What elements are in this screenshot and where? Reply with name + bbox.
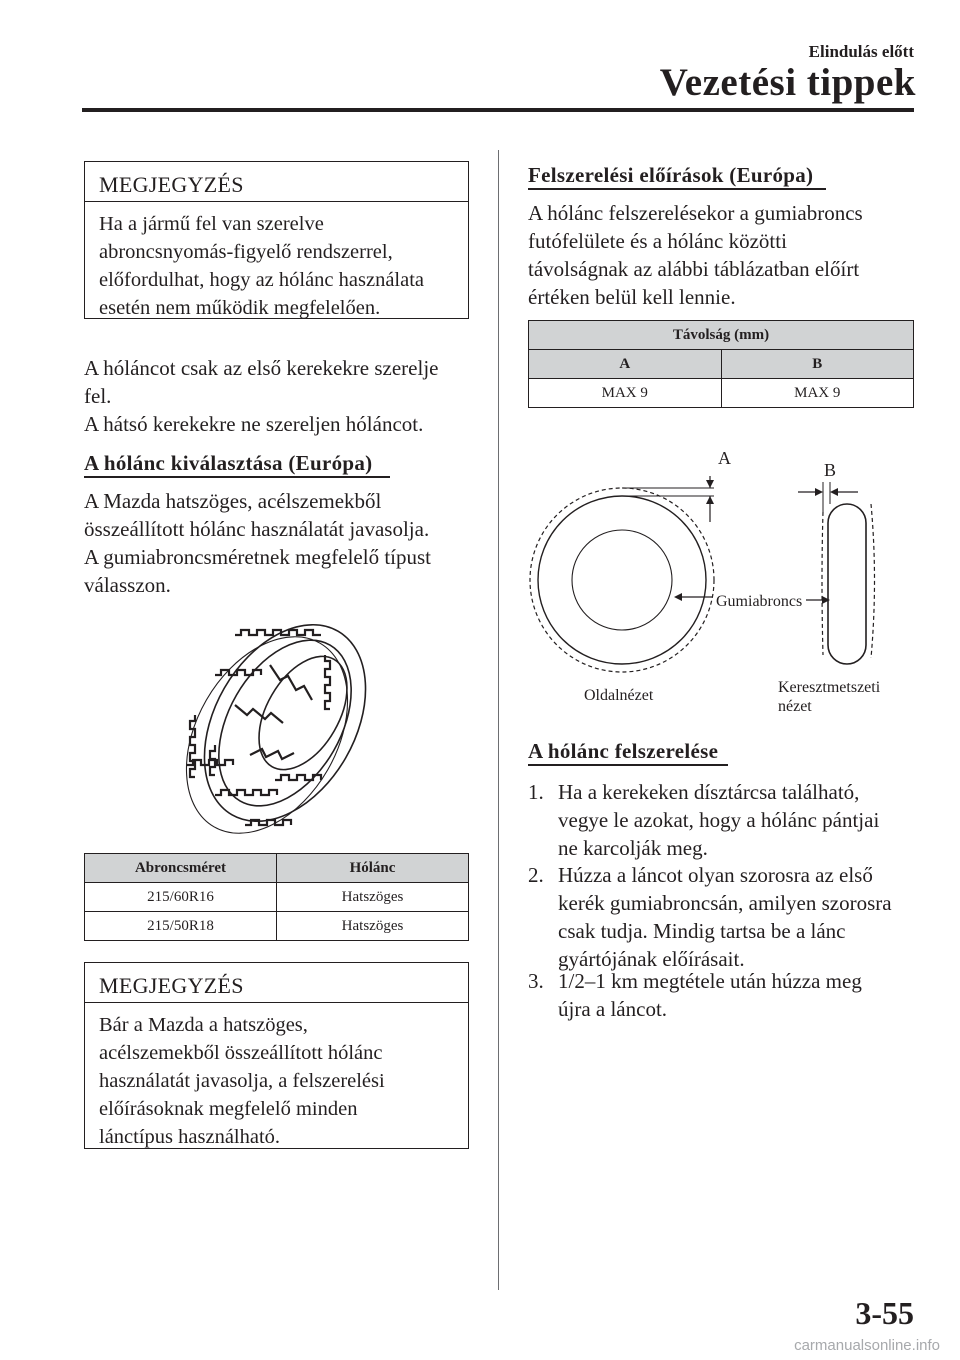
note-body	[85, 1003, 468, 1161]
table-header-row	[85, 854, 469, 883]
list-text	[558, 967, 928, 1023]
column-divider	[498, 150, 499, 1290]
intro-line: A hóláncot csak az első kerekekre szerelje	[84, 356, 439, 380]
table-header-row	[529, 350, 914, 379]
list-line: újra a láncot.	[558, 997, 668, 1021]
list-item	[528, 778, 928, 868]
table-cell: MAX 9	[721, 379, 914, 408]
watermark: carmanualsonline.info	[794, 1337, 940, 1354]
header-rule	[82, 108, 914, 112]
list-number: 2.	[528, 863, 544, 887]
list-number: 1.	[528, 780, 544, 804]
list-line: ne karcolják meg.	[558, 836, 708, 860]
selection-heading: A hólánc kiválasztása (Európa)	[84, 451, 373, 475]
spec-paragraph	[528, 199, 928, 311]
selection-paragraph	[84, 487, 484, 599]
list-line: Ha a kerekeken dísztárcsa található,	[558, 780, 860, 804]
spec-line: futófelülete és a hólánc közötti	[528, 229, 787, 253]
table-header: A	[529, 350, 722, 379]
tire-clearance-diagram	[528, 440, 918, 730]
list-number: 3.	[528, 969, 544, 993]
selection-line: válasszon.	[84, 573, 171, 597]
note-line: előírásoknak megfelelő minden	[99, 1098, 358, 1120]
distance-table	[528, 320, 914, 408]
intro-line: A hátsó kerekekre ne szereljen hóláncot.	[84, 412, 424, 436]
table-cell: MAX 9	[529, 379, 722, 408]
list-line: kerék gumiabroncsán, amilyen szorosra	[558, 891, 892, 915]
selection-line: A Mazda hatszöges, acélszemekből	[84, 489, 382, 513]
list-item	[528, 861, 928, 979]
note-body	[85, 202, 468, 332]
rim-circle	[572, 530, 672, 630]
note-line: lánctípus használható.	[99, 1126, 281, 1148]
list-text	[558, 861, 928, 973]
cross-section-label: Keresztmetszeti	[778, 679, 881, 696]
table-row	[85, 883, 469, 912]
section-title: Elindulás előtt	[808, 42, 914, 61]
cross-section-label: nézet	[778, 698, 812, 715]
heading-underline	[528, 764, 728, 766]
snow-chain-illustration	[175, 615, 375, 840]
note-title: MEGJEGYZÉS	[85, 162, 468, 202]
note-line: esetén nem működik megfelelően.	[99, 297, 381, 319]
table-header: Abroncsméret	[85, 854, 277, 883]
table-cell: Hatszöges	[277, 883, 469, 912]
install-heading: A hólánc felszerelése	[528, 739, 719, 763]
note-title: MEGJEGYZÉS	[85, 963, 468, 1003]
table-cell: Hatszöges	[277, 912, 469, 941]
table-row	[85, 912, 469, 941]
selection-line: A gumiabroncsméretnek megfelelő típust	[84, 545, 431, 569]
note-line: Ha a jármű fel van szerelve	[99, 213, 324, 235]
heading-underline	[84, 476, 390, 478]
note-line: használatát javasolja, a felszerelési	[99, 1070, 385, 1092]
note-box-chain-types	[84, 962, 469, 1149]
page-number: 3-55	[855, 1295, 914, 1331]
table-cell: 215/50R18	[85, 912, 277, 941]
list-line: csak tudja. Mindig tartsa be a lánc	[558, 919, 846, 943]
list-line: 1/2–1 km megtétele után húzza meg	[558, 969, 862, 993]
list-text	[558, 778, 928, 862]
table-cell: 215/60R16	[85, 883, 277, 912]
spec-heading: Felszerelési előírások (Európa)	[528, 163, 814, 187]
label-b: B	[824, 460, 837, 480]
label-a: A	[718, 448, 731, 468]
selection-line: összeállított hólánc használatát javasolja.	[84, 517, 430, 541]
list-line: gyártójának előírásait.	[558, 947, 745, 971]
table-caption: Távolság (mm)	[529, 321, 914, 350]
table-header: Hólánc	[277, 854, 469, 883]
note-line: acélszemekből összeállított hólánc	[99, 1042, 383, 1064]
intro-paragraph	[84, 354, 484, 438]
table-header-row	[529, 321, 914, 350]
list-line: Húzza a láncot olyan szorosra az első	[558, 863, 873, 887]
spec-line: A hólánc felszerelésekor a gumiabroncs	[528, 201, 863, 225]
note-line: Bár a Mazda a hatszöges,	[99, 1014, 308, 1036]
chain-outline-circle	[530, 488, 714, 672]
note-line: előfordulhat, hogy az hólánc használata	[99, 269, 425, 291]
heading-underline	[528, 188, 826, 190]
table-row	[529, 379, 914, 408]
tire-cross-section	[828, 504, 866, 664]
side-view-label: Oldalnézet	[584, 687, 654, 704]
note-line: abroncsnyomás-figyelő rendszerrel,	[99, 241, 393, 263]
list-line: vegye le azokat, hogy a hólánc pántjai	[558, 808, 880, 832]
spec-line: távolságnak az alábbi táblázatban előírt	[528, 257, 860, 281]
page-title: Vezetési tippek	[659, 61, 916, 104]
chain-size-table	[84, 853, 469, 941]
intro-line: fel.	[84, 384, 112, 408]
spec-line: értéken belül kell lennie.	[528, 285, 736, 309]
note-box-tpms	[84, 161, 469, 319]
tire-label: Gumiabroncs	[716, 593, 803, 610]
table-header: B	[721, 350, 914, 379]
list-item	[528, 967, 928, 1027]
tire-outer-circle	[538, 496, 706, 664]
